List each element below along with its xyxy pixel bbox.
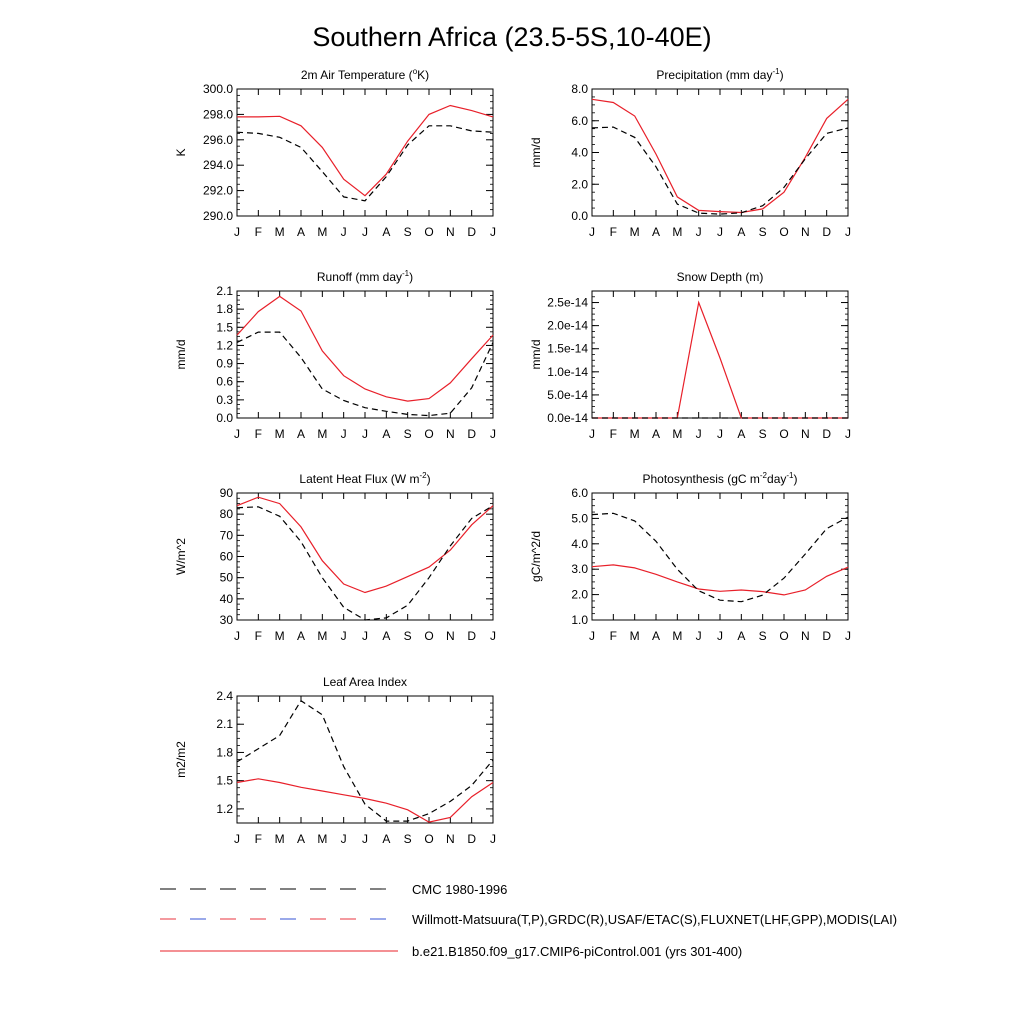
- x-tick-label: J: [695, 629, 702, 643]
- x-tick-label: J: [340, 629, 347, 643]
- x-tick-label: J: [340, 225, 347, 239]
- x-tick-label: A: [382, 629, 391, 643]
- y-tick-label: 80: [219, 507, 233, 522]
- x-tick-label: J: [234, 832, 240, 846]
- y-tick-label: 1.0: [571, 613, 588, 627]
- y-tick-label: 4.0: [571, 145, 588, 160]
- x-tick-label: D: [822, 629, 832, 643]
- x-tick-label: F: [254, 629, 263, 643]
- x-tick-label: M: [274, 832, 285, 846]
- y-tick-label: 0.0: [216, 411, 233, 425]
- x-tick-label: J: [362, 629, 368, 643]
- x-tick-label: M: [672, 225, 683, 239]
- legend-label: b.e21.B1850.f09_g17.CMIP6-piControl.001 (yrs 301-400): [412, 944, 743, 959]
- x-tick-label: S: [758, 427, 767, 441]
- x-tick-label: J: [490, 427, 496, 441]
- x-tick-label: J: [717, 629, 723, 643]
- x-tick-label: S: [403, 629, 412, 643]
- x-tick-label: N: [445, 427, 455, 441]
- x-tick-label: A: [651, 225, 661, 239]
- y-tick-label: 0.3: [216, 392, 233, 407]
- x-tick-label: O: [779, 629, 789, 643]
- x-tick-label: M: [629, 629, 640, 643]
- x-tick-label: A: [296, 832, 306, 846]
- y-axis-label: mm/d: [529, 137, 543, 168]
- y-axis-label: gC/m^2/d: [529, 531, 543, 582]
- x-tick-label: N: [445, 225, 455, 239]
- legend-label: Willmott-Matsuura(T,P),GRDC(R),USAF/ETAC(S),FLUXNET(LHF,GPP),MODIS(LAI): [412, 912, 898, 927]
- y-tick-label: 2.5e-14: [547, 295, 588, 310]
- x-tick-label: F: [609, 427, 618, 441]
- x-tick-label: F: [609, 629, 618, 643]
- x-tick-label: J: [234, 427, 240, 441]
- y-tick-label: 1.8: [216, 302, 233, 317]
- panel-title: Snow Depth (m): [676, 270, 764, 284]
- x-tick-label: J: [845, 427, 851, 441]
- x-tick-label: A: [651, 629, 661, 643]
- panel-title: Latent Heat Flux (W $m^{-2}$): [299, 471, 431, 486]
- x-tick-label: J: [845, 629, 851, 643]
- x-tick-label: J: [717, 225, 723, 239]
- x-tick-label: M: [629, 427, 640, 441]
- x-tick-label: D: [467, 225, 477, 239]
- x-tick-label: O: [424, 427, 434, 441]
- y-tick-label: 296.0: [202, 132, 233, 147]
- x-tick-label: N: [800, 427, 810, 441]
- x-tick-label: N: [445, 629, 455, 643]
- x-tick-label: O: [779, 427, 789, 441]
- y-tick-label: 2.0: [571, 587, 588, 602]
- x-tick-label: M: [317, 427, 328, 441]
- y-tick-label: 0.0e-14: [547, 411, 588, 425]
- y-tick-label: 3.0: [571, 562, 588, 577]
- y-tick-label: 292.0: [202, 183, 233, 198]
- x-tick-label: M: [317, 629, 328, 643]
- x-tick-label: M: [274, 427, 285, 441]
- panel-title: Photosynthesis (gC $m^{-2}day^{-1}$): [642, 471, 798, 486]
- x-tick-label: F: [254, 427, 263, 441]
- x-tick-label: J: [362, 225, 368, 239]
- panel-title: 2m Air Temperature ($^o$K): [300, 67, 430, 82]
- x-tick-label: D: [467, 629, 477, 643]
- x-tick-label: J: [490, 629, 496, 643]
- x-tick-label: M: [672, 629, 683, 643]
- y-tick-label: 5.0e-14: [547, 387, 588, 402]
- y-tick-label: 1.2: [216, 801, 233, 816]
- x-tick-label: S: [403, 832, 412, 846]
- y-tick-label: 298.0: [202, 107, 233, 122]
- y-tick-label: 2.4: [216, 689, 233, 703]
- y-tick-label: 6.0: [571, 113, 588, 128]
- y-tick-label: 2.0: [571, 177, 588, 192]
- x-tick-label: S: [758, 629, 767, 643]
- y-tick-label: 2.1: [216, 284, 233, 298]
- legend-label: CMC 1980-1996: [412, 882, 508, 897]
- y-axis-label: mm/d: [529, 339, 543, 370]
- x-tick-label: M: [672, 427, 683, 441]
- x-tick-label: J: [695, 225, 702, 239]
- x-tick-label: J: [490, 225, 496, 239]
- y-tick-label: 1.5: [216, 773, 233, 788]
- x-tick-label: M: [274, 225, 285, 239]
- x-tick-label: M: [317, 832, 328, 846]
- y-tick-label: 300.0: [202, 82, 233, 96]
- x-tick-label: S: [403, 427, 412, 441]
- panel-title: Runoff (mm day$^{-1}$): [316, 269, 414, 284]
- x-tick-label: J: [695, 427, 702, 441]
- y-axis-label: mm/d: [174, 339, 188, 370]
- x-tick-label: J: [589, 629, 595, 643]
- x-tick-label: J: [234, 629, 240, 643]
- x-tick-label: D: [467, 832, 477, 846]
- y-tick-label: 8.0: [571, 82, 588, 96]
- y-tick-label: 60: [219, 549, 233, 564]
- y-tick-label: 5.0: [571, 511, 588, 526]
- x-tick-label: F: [254, 832, 263, 846]
- x-tick-label: O: [424, 832, 434, 846]
- y-tick-label: 290.0: [202, 209, 233, 223]
- y-tick-label: 6.0: [571, 486, 588, 500]
- x-tick-label: N: [445, 832, 455, 846]
- x-tick-label: A: [737, 427, 746, 441]
- x-tick-label: A: [737, 225, 746, 239]
- x-tick-label: N: [800, 629, 810, 643]
- x-tick-label: D: [822, 427, 832, 441]
- x-tick-label: A: [737, 629, 746, 643]
- y-tick-label: 70: [219, 528, 233, 543]
- x-tick-label: A: [296, 629, 306, 643]
- x-tick-label: D: [467, 427, 477, 441]
- y-tick-label: 0.9: [216, 356, 233, 371]
- y-tick-label: 50: [219, 570, 233, 585]
- y-tick-label: 294.0: [202, 158, 233, 173]
- panel-title: Precipitation (mm day$^{-1}$): [656, 67, 784, 82]
- x-tick-label: F: [609, 225, 618, 239]
- x-tick-label: O: [424, 225, 434, 239]
- x-tick-label: A: [382, 832, 391, 846]
- x-tick-label: O: [779, 225, 789, 239]
- x-tick-label: D: [822, 225, 832, 239]
- x-tick-label: O: [424, 629, 434, 643]
- y-tick-label: 1.0e-14: [547, 364, 588, 379]
- x-tick-label: J: [362, 832, 368, 846]
- x-tick-label: S: [758, 225, 767, 239]
- y-tick-label: 1.5e-14: [547, 341, 588, 356]
- x-tick-label: A: [382, 225, 391, 239]
- x-tick-label: N: [800, 225, 810, 239]
- x-tick-label: M: [629, 225, 640, 239]
- figure-title: Southern Africa (23.5-5S,10-40E): [312, 22, 712, 52]
- y-tick-label: 2.1: [216, 717, 233, 732]
- x-tick-label: J: [362, 427, 368, 441]
- y-tick-label: 1.2: [216, 338, 233, 353]
- x-tick-label: J: [340, 832, 347, 846]
- x-tick-label: J: [589, 225, 595, 239]
- y-tick-label: 4.0: [571, 536, 588, 551]
- y-tick-label: 0.0: [571, 209, 588, 223]
- x-tick-label: J: [717, 427, 723, 441]
- x-tick-label: A: [382, 427, 391, 441]
- y-axis-label: K: [174, 148, 188, 157]
- x-tick-label: J: [845, 225, 851, 239]
- y-axis-label: m2/m2: [174, 741, 188, 778]
- x-tick-label: A: [651, 427, 661, 441]
- x-tick-label: M: [317, 225, 328, 239]
- panel-title: Leaf Area Index: [322, 675, 408, 689]
- x-tick-label: A: [296, 225, 306, 239]
- y-tick-label: 0.6: [216, 374, 233, 389]
- y-tick-label: 2.0e-14: [547, 318, 588, 333]
- x-tick-label: J: [589, 427, 595, 441]
- y-tick-label: 1.8: [216, 745, 233, 760]
- x-tick-label: S: [403, 225, 412, 239]
- y-axis-label: W/m^2: [174, 538, 188, 575]
- y-tick-label: 90: [219, 486, 233, 500]
- x-tick-label: J: [340, 427, 347, 441]
- y-tick-label: 40: [219, 591, 233, 606]
- x-tick-label: J: [234, 225, 240, 239]
- x-tick-label: J: [490, 832, 496, 846]
- x-tick-label: F: [254, 225, 263, 239]
- y-tick-label: 1.5: [216, 320, 233, 335]
- y-tick-label: 30: [219, 613, 233, 627]
- x-tick-label: A: [296, 427, 306, 441]
- x-tick-label: M: [274, 629, 285, 643]
